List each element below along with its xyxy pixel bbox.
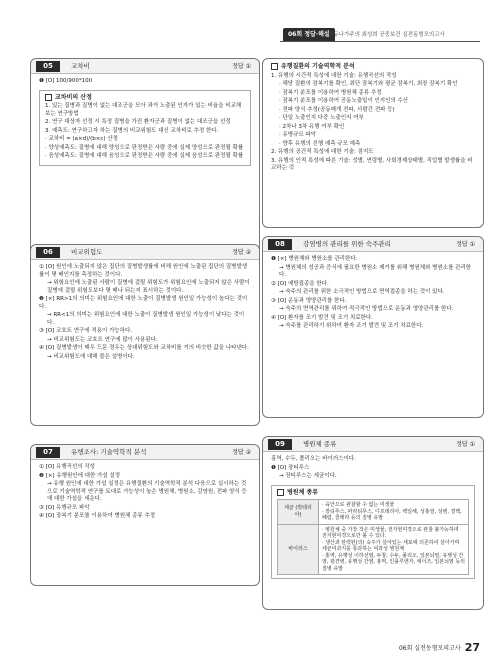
explanation-line: → RR<1의 의미는 위험요인에 대한 노출이 질병발생 원인일 가능성이 낮다는 것이다. <box>47 312 245 326</box>
explanation-line: → 숙주의 관리를 위한 소극적인 방법으로 면역접종을 하는 것이 있다. <box>279 289 445 295</box>
question-body <box>263 252 483 336</box>
header-rule <box>280 41 480 42</box>
question-title: 병원체 종류 <box>303 440 337 448</box>
box-line: 1. 유행의 시간적 특성에 대한 기술: 유행곡선의 작성 <box>271 72 397 79</box>
row-line: · 홍역, 유행성 이하선염, 두창, 수두, 폴리오, 일본뇌염, 유행성 간염, 광견병, 유행성 간염, 홍역, 인플루엔자, 에이즈, 일본뇌염 등의 질병 유발 <box>322 552 466 572</box>
answer-line: ③ [O] 코호트 연구에 적용이 가능하다. <box>39 328 133 334</box>
square-icon <box>271 63 278 70</box>
header-title: 에듀나가주의 최성희 공중보건 실전동형모의고사 <box>328 32 445 38</box>
question-header <box>31 59 259 74</box>
answer-line: ④ [O] 환자를 조기 발견 및 조기 치료한다. <box>271 314 373 321</box>
answer-line: 홍역, 수두, 폴리오는 바이러스이다. <box>271 456 356 462</box>
answer-line: ③ [O] 유행규모 파악 <box>39 504 90 511</box>
row-key: 세균 (박테리아) <box>278 500 319 525</box>
row-line: · 병원체 중 가장 작은 미생물, 전자현미경으로 관찰 불가능하며 전자현미경으로만 볼 수 있다. <box>322 526 459 539</box>
box-line: · 전파 양식 추정(공동매개 전파, 사람간 전파 등) <box>279 106 395 113</box>
square-icon <box>277 489 284 496</box>
question-number: 08 <box>268 239 292 250</box>
note-line: · 양성예측도: 질병에 대해 양성으로 판정받은 사람 중에 실제 양성으로 판정될 확률 <box>45 144 244 151</box>
answer-line: ① [O] 원인에 노출되지 않은 집단의 질병발생률에 비해 원인에 노출된 집단의 질병발생률이 몇 배인지를 측정하는 것이다. <box>39 264 248 278</box>
question-number: 06 <box>36 247 60 258</box>
note-line: · 교차비 = (a×d)/(b×c) 산정 <box>45 136 118 142</box>
note-line: 1. 있는 질병과 질병이 없는 대조군을 모아 과거 노출된 인자가 있는 비율을 비교해 보는 연구방법 <box>45 103 242 117</box>
section-tag: 06회 정답·해설 <box>283 28 335 41</box>
answer-label: 정답 ① <box>456 241 475 248</box>
question-body <box>31 260 259 366</box>
answer-label: 정답 ② <box>232 249 251 256</box>
question-title: 비교위험도 <box>71 248 103 256</box>
answer-line: ❷ [×] 유행원인에 대한 가설 설정 <box>39 472 121 479</box>
question-number: 07 <box>36 447 60 458</box>
epidemic-analysis-box <box>262 58 484 228</box>
answer-label: 정답 ① <box>232 63 251 70</box>
page-number: 27 <box>464 641 480 654</box>
answer-label: 정답 ② <box>232 449 251 456</box>
question-title: 유행조사: 기술역학적 분석 <box>71 448 147 456</box>
explanation-line: → 숙주를 관리하기 위하여 환자 조기 발견 및 조기 치료한다. <box>279 323 424 329</box>
row-key: 바이러스 <box>278 524 319 575</box>
question-title: 교차비 <box>71 62 90 70</box>
question-number: 05 <box>36 61 60 72</box>
table-row <box>278 524 469 575</box>
explanation-line: → 병원체의 성공과 증식에 필요한 병원소 제거를 위해 병원체와 병원소를 관리한다. <box>279 264 472 278</box>
box-line: · 잠복기 분포를 이용하여 공동노출일이 인지인의 수산 <box>279 98 409 104</box>
note-line: · 음성예측도: 질병에 대해 음성으로 판정받은 사람 중에 실제 음성으로 판정될 확률 <box>45 153 244 159</box>
explanation-line: → 비교위험도에 대해 물은 설명이다. <box>47 353 135 360</box>
pathogen-table <box>277 499 469 575</box>
box-line: · 향후 유행의 진행 예측 규모 예측 <box>279 140 361 147</box>
answer-line: ④ [O] 질병발생이 매우 드문 경우는 상대위험도와 교차비를 거의 비슷한 값을 나타낸다. <box>39 345 249 351</box>
square-icon <box>45 94 52 101</box>
answer-line: ③ [O] 운동과 영양관리를 한다. <box>271 297 347 304</box>
answer-line: ❷ [×] RR>1의 의미는 위험요인에 대한 노출이 질병발생 원인일 가능성이 높다는 것이다. <box>39 296 248 310</box>
box-line: · 단일 노출인지 다중 노출인지 여부 <box>279 115 364 121</box>
box-title: 유행질환의 기술역학적 분석 <box>281 63 355 70</box>
explanation-line: → 비교위험도는 코호트 연구에 많이 사용된다. <box>47 336 158 343</box>
question-header <box>263 437 483 452</box>
table-row <box>278 500 469 525</box>
question-header <box>263 237 483 252</box>
box-line: 3. 유행의 인적 특성에 따른 기술: 성별, 연령별, 사회경제상태별, 직업별 발생률을 비교하는 것 <box>271 157 473 171</box>
pathogen-table-box <box>271 485 475 580</box>
note-line: 2. 연구 대상자 선정 시 특정 질병을 가진 환자군과 질병이 없는 대조군을 선정 <box>45 119 231 125</box>
answer-label: 정답 ① <box>456 441 475 448</box>
question-body <box>31 460 259 526</box>
box-body <box>263 59 483 178</box>
explanation-line: → 숙주의 면역관리를 위하여 적극적인 방법으로 운동과 영양관리를 한다. <box>279 306 454 312</box>
row-value <box>319 524 469 575</box>
box-line: · 해당 질환의 잠복기를 확인, 최단 잠복기와 평균 잠복기, 최장 잠복기 확인 <box>279 81 458 87</box>
explanation-line: → 유행 원인에 대한 가설 설정은 유행질환의 기술역학적 분석 다음으로 실시하는 것으로 기술역학적 연구를 토대로 가능성이 높은 병원체, 병원소, 감염원, 전파 양식 등에 대한 가설을 세운다. <box>47 481 247 502</box>
question-title: 감염병의 관리를 위한 숙주관리 <box>303 240 391 248</box>
explanation-line: → 위험요인에 노출된 사람이 질병에 걸릴 위험도가 위험요인에 노출되지 않은 사람이 질병에 걸릴 위험도보다 몇 배나 되는지 표시하는 것이다. <box>47 280 250 294</box>
explanation-line: → 장티푸스는 세균이다. <box>279 473 337 479</box>
box-line: · 유병규모 파악 <box>279 132 317 138</box>
question-body <box>263 452 483 583</box>
answer-line: ❶ [×] 병원체와 병원소를 관리한다. <box>271 256 358 262</box>
footer-label: 06회 실전동형모의고사 <box>398 645 461 652</box>
question-07 <box>30 444 260 586</box>
row-line: · 육안으로 관찰할 수 없는 미생물 <box>322 502 395 508</box>
question-06 <box>30 244 260 426</box>
row-value <box>319 500 469 525</box>
answer-line: ④ [O] 장복기 분포를 이용하여 병원체 종류 추정 <box>39 513 156 519</box>
note-box <box>39 90 251 166</box>
answer-line: ① [O] 유행곡선의 작성 <box>39 464 95 470</box>
answer-line: ❶ [O] 100/900*100 <box>39 78 93 84</box>
page-header <box>0 28 500 42</box>
question-body <box>31 74 259 170</box>
question-number: 09 <box>268 439 292 450</box>
row-line: · 생산과 탄력된(의) 숙주가 살아있는 세포에 의존하여 살아가며 세균여과지를 통과하는 여과성 병원체 <box>322 539 460 552</box>
box-line: · 2차나 3차 유행 여부 확인 <box>279 123 345 130</box>
page-footer <box>399 641 480 654</box>
box-line: · 잠복기 분포를 이용하여 병원체 종류 추정 <box>279 89 382 96</box>
question-header <box>31 245 259 260</box>
table-title: 병원체 종류 <box>287 488 319 496</box>
box-line: 2. 유행의 공간적 특성에 대한 기술: 점지도 <box>271 149 374 155</box>
note-title: 교차비의 산정 <box>55 93 92 101</box>
question-08 <box>262 236 484 418</box>
note-line: 3. 예측도: 연구하고자 하는 질병의 비교위험도 대신 교차비로 추정 한다. <box>45 127 219 134</box>
row-line: · 장티푸스, 파라티푸스, 디프테리아, 백일해, 성홍열, 성병, 결핵, 페렴, 콜레라 등의 질병 유발 <box>322 508 462 521</box>
question-09 <box>262 436 484 610</box>
question-header <box>31 445 259 460</box>
answer-line: ② [O] 예방접종을 한다. <box>271 280 329 287</box>
answer-line: ❶ [O] 장티푸스 <box>271 464 310 471</box>
